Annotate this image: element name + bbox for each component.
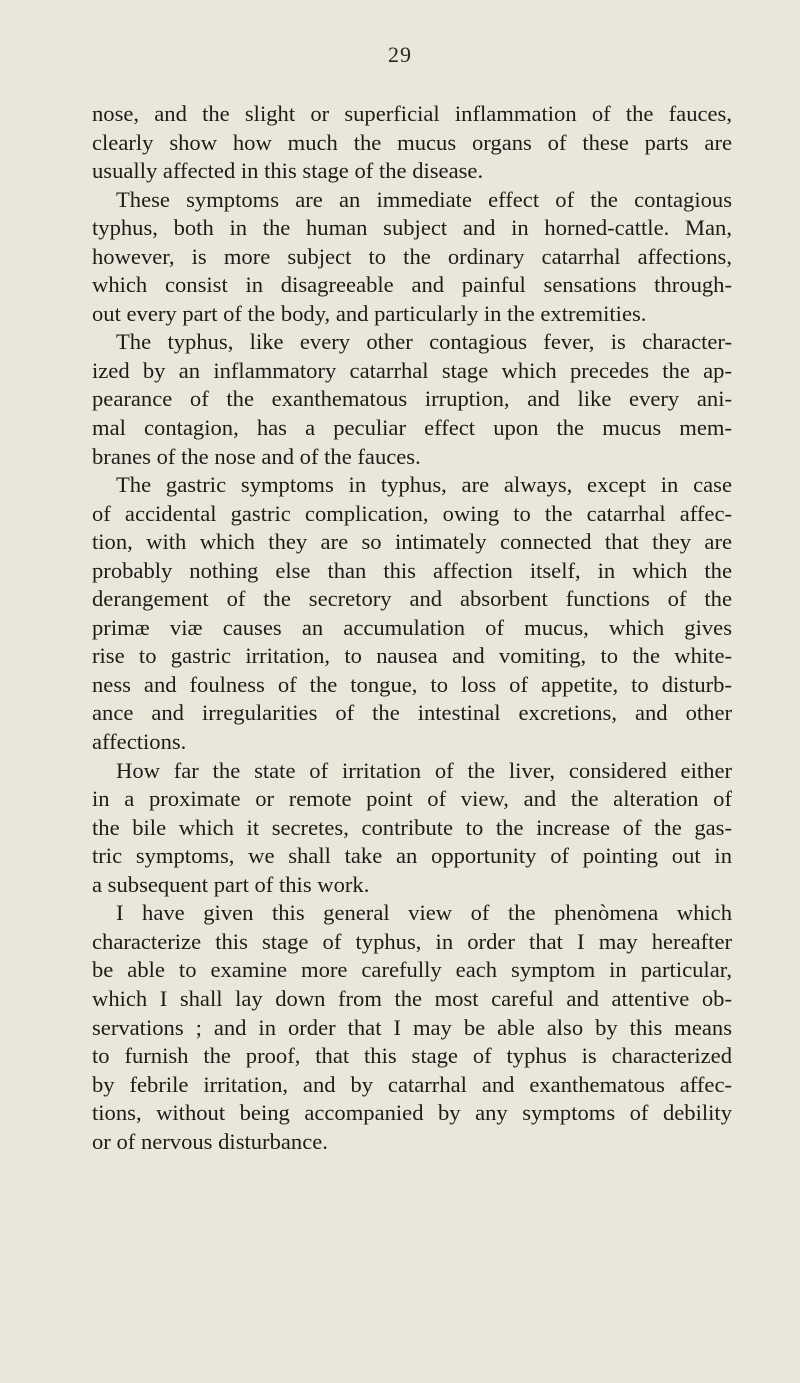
paragraph: [92, 899, 732, 1156]
text-line: be able to examine more carefully each symptom in particular,: [92, 957, 732, 983]
text-line: a subsequent part of this work.: [92, 871, 370, 897]
text-line: of accidental gastric complication, owing to the catarrhal affec-: [92, 500, 732, 526]
text-line: affections.: [92, 729, 187, 755]
text-line: out every part of the body, and particularly in the extremities.: [92, 300, 647, 326]
text-line: The typhus, like every other contagious fever, is character-: [116, 329, 732, 355]
text-line: ized by an inflammatory catarrhal stage which precedes the ap-: [92, 357, 732, 383]
text-line: How far the state of irritation of the liver, considered either: [116, 757, 732, 783]
paragraph: [92, 186, 732, 329]
text-line: tions, without being accompanied by any symptoms of debility: [92, 1100, 732, 1126]
text-line: or of nervous disturbance.: [92, 1128, 328, 1154]
text-line: servations ; and in order that I may be able also by this means: [92, 1014, 732, 1040]
text-line: branes of the nose and of the fauces.: [92, 443, 421, 469]
text-line: clearly show how much the mucus organs of these parts are: [92, 129, 732, 155]
text-line: I have given this general view of the phenòmena which: [116, 900, 732, 926]
text-line: which consist in disagreeable and painful sensations through-: [92, 272, 732, 298]
text-line: tion, with which they are so intimately connected that they are: [92, 529, 732, 555]
text-line: by febrile irritation, and by catarrhal and exanthematous affec-: [92, 1071, 732, 1097]
text-line: in a proximate or remote point of view, and the alteration of: [92, 786, 732, 812]
text-line: ance and irregularities of the intestinal excretions, and other: [92, 700, 732, 726]
text-line: however, is more subject to the ordinary catarrhal affections,: [92, 243, 732, 269]
text-line: the bile which it secretes, contribute to the increase of the gas-: [92, 814, 732, 840]
paragraph: [92, 100, 732, 186]
text-line: The gastric symptoms in typhus, are always, except in case: [116, 472, 732, 498]
text-line: rise to gastric irritation, to nausea and vomiting, to the white-: [92, 643, 732, 669]
paragraph: [92, 757, 732, 900]
text-line: to furnish the proof, that this stage of typhus is characterized: [92, 1043, 732, 1069]
text-line: characterize this stage of typhus, in order that I may hereafter: [92, 928, 732, 954]
page-number: 29: [388, 42, 412, 67]
paragraph: [92, 471, 732, 756]
text-line: usually affected in this stage of the disease.: [92, 158, 484, 184]
text-line: These symptoms are an immediate effect of the contagious: [116, 186, 732, 212]
text-line: nose, and the slight or superficial inflammation of the fauces,: [92, 101, 732, 126]
paragraph: [92, 328, 732, 471]
text-line: typhus, both in the human subject and in horned-cattle. Man,: [92, 215, 732, 241]
text-line: ness and foulness of the tongue, to loss of appetite, to disturb-: [92, 671, 732, 697]
text-line: probably nothing else than this affection itself, in which the: [92, 557, 732, 583]
text-line: mal contagion, has a peculiar effect upon the mucus mem-: [92, 415, 732, 441]
text-line: tric symptoms, we shall take an opportunity of pointing out in: [92, 843, 732, 869]
text-line: which I shall lay down from the most careful and attentive ob-: [92, 985, 732, 1011]
text-line: primæ viæ causes an accumulation of mucus, which gives: [92, 614, 732, 640]
body-text: [92, 100, 732, 1156]
text-line: pearance of the exanthematous irruption, and like every ani-: [92, 386, 732, 412]
text-line: derangement of the secretory and absorbent functions of the: [92, 586, 732, 612]
